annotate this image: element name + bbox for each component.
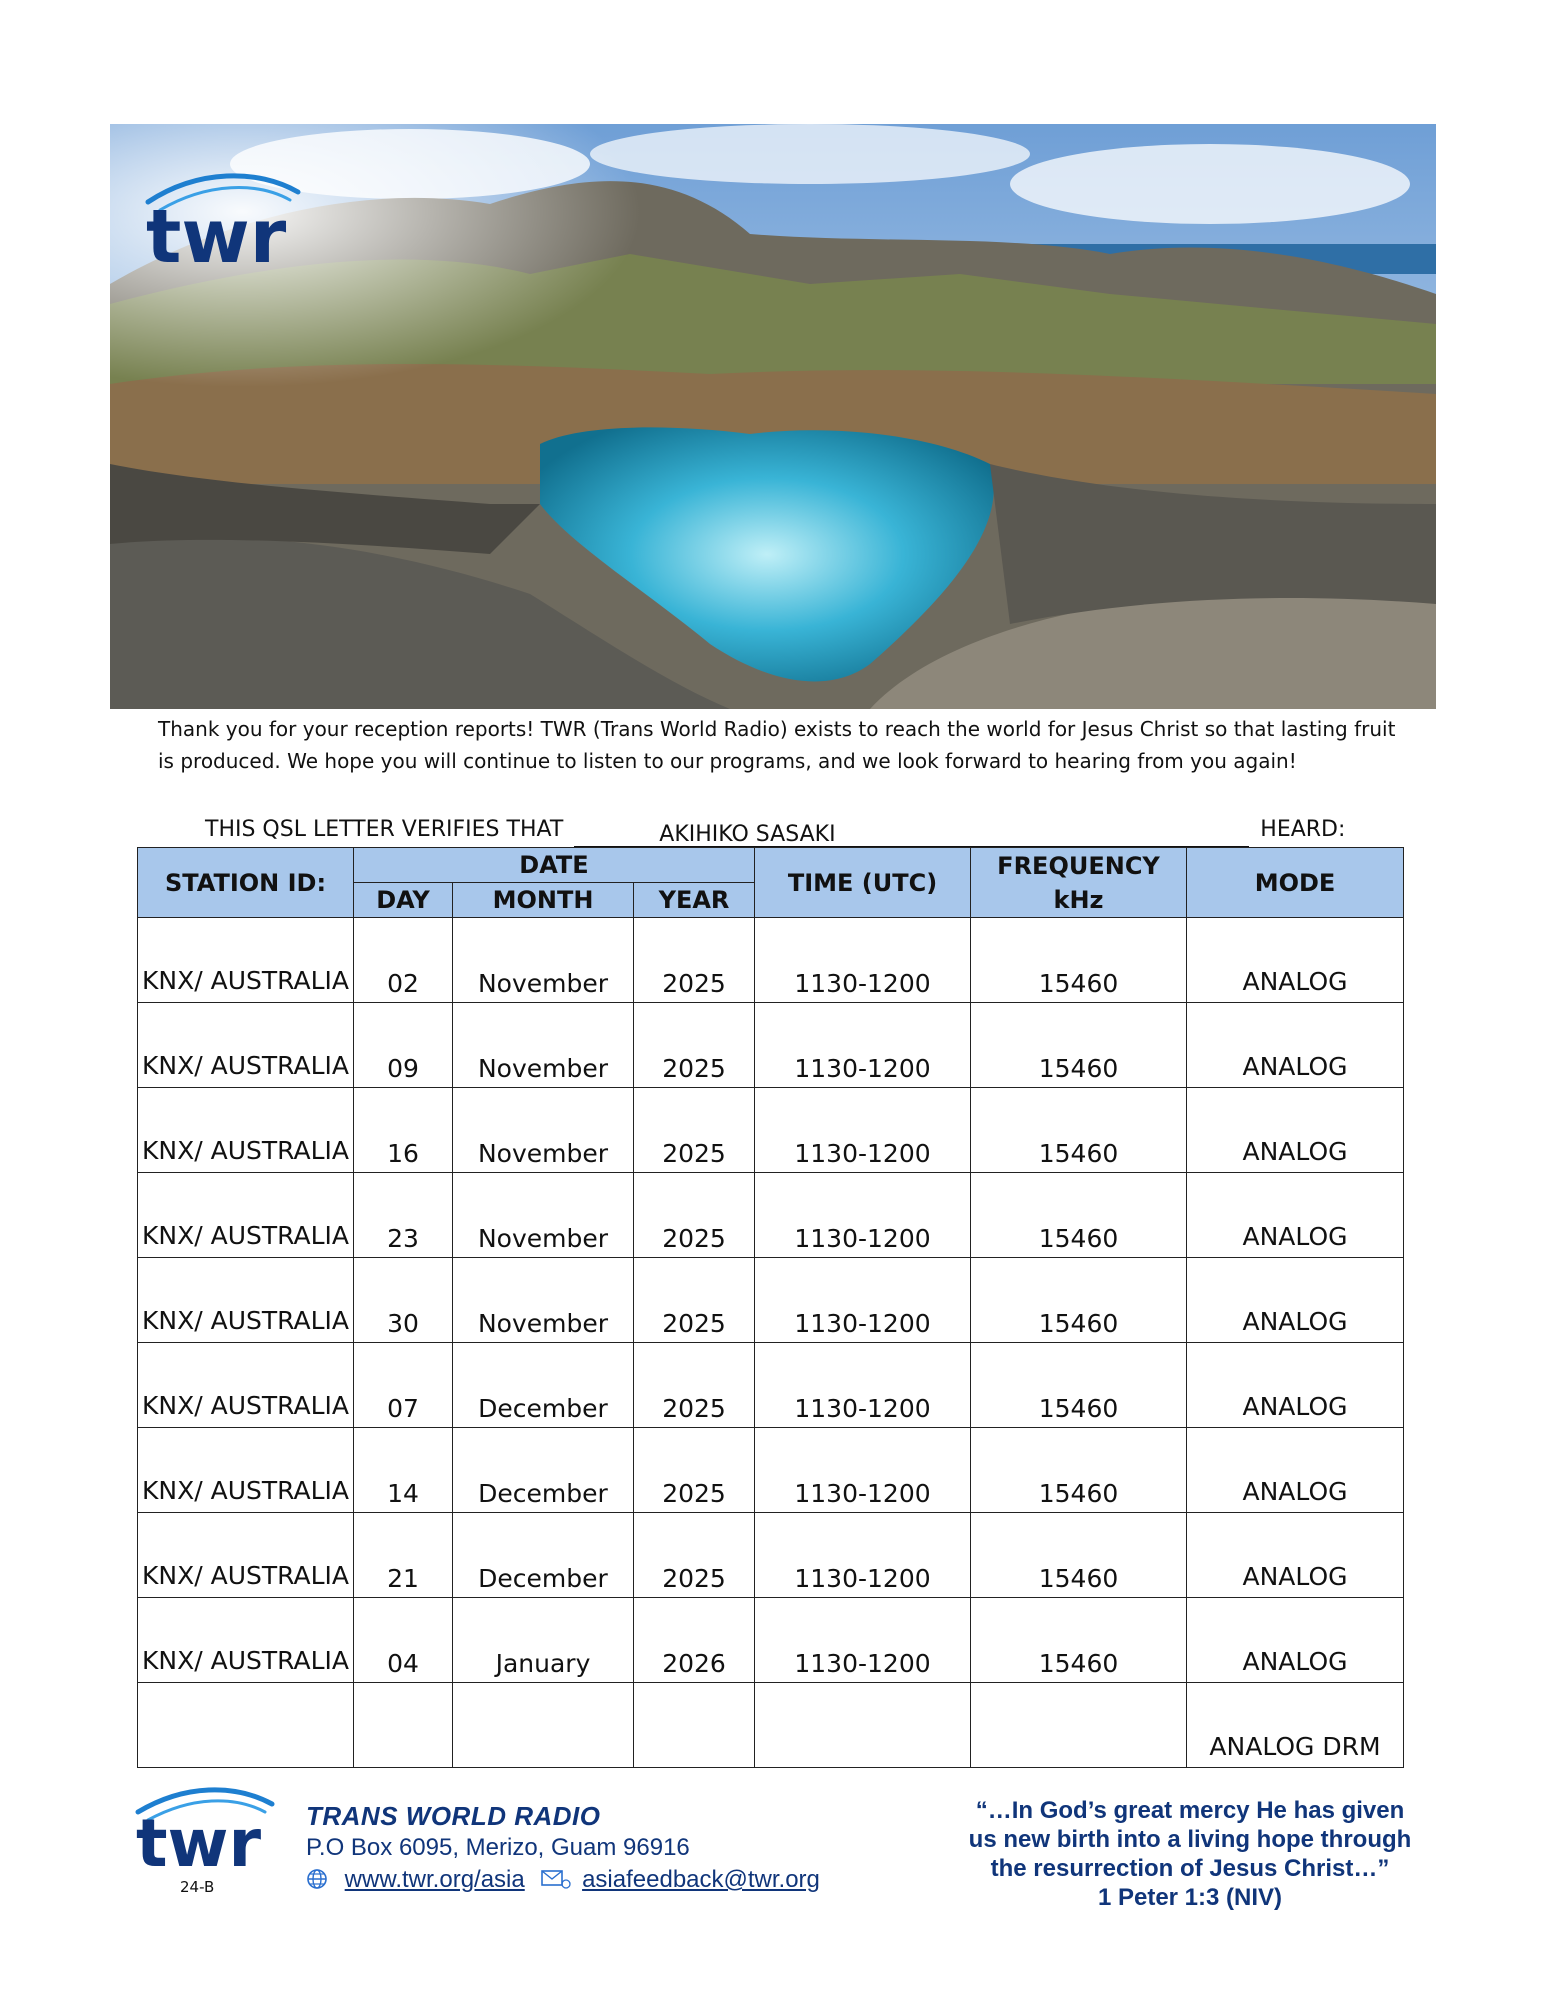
- mode-cell: ANALOG: [1187, 1003, 1404, 1088]
- day-cell: 07: [354, 1343, 453, 1428]
- day-cell: 02: [354, 918, 453, 1003]
- day-cell: 16: [354, 1088, 453, 1173]
- table-row: [138, 1088, 1404, 1173]
- quote-reference: 1 Peter 1:3 (NIV): [1097, 1884, 1283, 1911]
- station-cell: KNX/ AUSTRALIA: [138, 918, 354, 1003]
- day-cell: 14: [354, 1428, 453, 1513]
- day-cell: 30: [354, 1258, 453, 1343]
- station-cell: KNX/ AUSTRALIA: [138, 1088, 354, 1173]
- frequency-cell: [971, 1683, 1187, 1768]
- frequency-cell: 15460: [971, 1598, 1187, 1683]
- header-frequency: FREQUENCY kHz: [971, 848, 1187, 918]
- table-row: [138, 918, 1404, 1003]
- month-cell: November: [453, 1173, 634, 1258]
- frequency-cell: 15460: [971, 1173, 1187, 1258]
- mode-cell: ANALOG: [1187, 1513, 1404, 1598]
- footer-logo-text: twr: [136, 1805, 262, 1872]
- month-cell: [453, 1683, 634, 1768]
- day-cell: 23: [354, 1173, 453, 1258]
- month-cell: December: [453, 1513, 634, 1598]
- form-code: 24-B: [180, 1878, 215, 1896]
- listener-line: [574, 818, 1249, 847]
- year-cell: 2026: [634, 1598, 755, 1683]
- time-cell: 1130-1200: [755, 918, 971, 1003]
- station-cell: KNX/ AUSTRALIA: [138, 1428, 354, 1513]
- day-cell: 21: [354, 1513, 453, 1598]
- hero-photo: [110, 124, 1436, 709]
- frequency-cell: 15460: [971, 1258, 1187, 1343]
- frequency-cell: 15460: [971, 918, 1187, 1003]
- table-row: [138, 1513, 1404, 1598]
- time-cell: [755, 1683, 971, 1768]
- month-cell: January: [453, 1598, 634, 1683]
- table-row: [138, 1258, 1404, 1343]
- year-cell: 2025: [634, 1173, 755, 1258]
- header-date: DATE: [354, 848, 755, 883]
- frequency-cell: 15460: [971, 1003, 1187, 1088]
- table-row: [138, 1683, 1404, 1768]
- time-cell: 1130-1200: [755, 1258, 971, 1343]
- year-cell: 2025: [634, 1258, 755, 1343]
- year-cell: 2025: [634, 1513, 755, 1598]
- station-cell: KNX/ AUSTRALIA: [138, 1598, 354, 1683]
- mode-cell: ANALOG: [1187, 1598, 1404, 1683]
- frequency-cell: 15460: [971, 1513, 1187, 1598]
- frequency-cell: 15460: [971, 1088, 1187, 1173]
- reception-table: [137, 847, 1404, 1768]
- month-cell: December: [453, 1343, 634, 1428]
- time-cell: 1130-1200: [755, 1513, 971, 1598]
- year-cell: 2025: [634, 1343, 755, 1428]
- station-cell: KNX/ AUSTRALIA: [138, 1258, 354, 1343]
- verify-suffix: HEARD:: [1260, 817, 1346, 842]
- organization-info: [306, 1800, 820, 1896]
- mode-cell: ANALOG: [1187, 1428, 1404, 1513]
- intro-text: Thank you for your reception reports! TWR (Trans World Radio) exists to reach the world for Jesus Christ so that lasting fruit is produced. We hope you will continue to listen to our programs, and we look forward to hearing from you again!: [158, 717, 1396, 773]
- header-day: DAY: [354, 883, 453, 918]
- day-cell: 04: [354, 1598, 453, 1683]
- time-cell: 1130-1200: [755, 1598, 971, 1683]
- time-cell: 1130-1200: [755, 1173, 971, 1258]
- mode-cell: ANALOG: [1187, 1343, 1404, 1428]
- year-cell: [634, 1683, 755, 1768]
- time-cell: 1130-1200: [755, 1088, 971, 1173]
- mode-cell: ANALOG: [1187, 918, 1404, 1003]
- year-cell: 2025: [634, 1088, 755, 1173]
- header-year: YEAR: [634, 883, 755, 918]
- website-link[interactable]: www.twr.org/asia: [344, 1866, 525, 1893]
- year-cell: 2025: [634, 1428, 755, 1513]
- org-address: P.O Box 6095, Merizo, Guam 96916: [306, 1834, 690, 1861]
- month-cell: November: [453, 1003, 634, 1088]
- header-month: MONTH: [453, 883, 634, 918]
- table-row: [138, 1598, 1404, 1683]
- table-body: [138, 918, 1404, 1768]
- quote-line: us new birth into a living hope through: [968, 1826, 1412, 1853]
- sea-arch-illustration: [110, 124, 1436, 709]
- org-links: [306, 1864, 820, 1896]
- logo-text: twr: [146, 194, 287, 274]
- day-cell: [354, 1683, 453, 1768]
- station-cell: KNX/ AUSTRALIA: [138, 1173, 354, 1258]
- month-cell: November: [453, 1258, 634, 1343]
- table-row: [138, 1003, 1404, 1088]
- month-cell: November: [453, 1088, 634, 1173]
- time-cell: 1130-1200: [755, 1343, 971, 1428]
- station-cell: KNX/ AUSTRALIA: [138, 1343, 354, 1428]
- verify-prefix: THIS QSL LETTER VERIFIES THAT: [205, 817, 564, 842]
- day-cell: 09: [354, 1003, 453, 1088]
- quote-line: the resurrection of Jesus Christ…”: [990, 1855, 1390, 1882]
- time-cell: 1130-1200: [755, 1428, 971, 1513]
- station-cell: [138, 1683, 354, 1768]
- frequency-cell: 15460: [971, 1428, 1187, 1513]
- table-row: [138, 1343, 1404, 1428]
- table-row: [138, 1173, 1404, 1258]
- year-cell: 2025: [634, 1003, 755, 1088]
- header-station: STATION ID:: [138, 848, 354, 918]
- listener-name: AKIHIKO SASAKI: [659, 822, 836, 847]
- mode-cell: ANALOG: [1187, 1173, 1404, 1258]
- email-icon: [541, 1866, 578, 1893]
- footer-twr-logo: [130, 1782, 280, 1872]
- email-link[interactable]: asiafeedback@twr.org: [582, 1866, 820, 1893]
- month-cell: December: [453, 1428, 634, 1513]
- mode-cell: ANALOG: [1187, 1258, 1404, 1343]
- scripture-quote: [935, 1796, 1445, 1912]
- frequency-cell: 15460: [971, 1343, 1187, 1428]
- table-row: [138, 1428, 1404, 1513]
- mode-cell: ANALOG: [1187, 1088, 1404, 1173]
- verification-line: [205, 813, 1355, 847]
- mode-cell: ANALOG DRM: [1187, 1683, 1404, 1768]
- org-name: TRANS WORLD RADIO: [306, 1801, 601, 1831]
- station-cell: KNX/ AUSTRALIA: [138, 1003, 354, 1088]
- month-cell: November: [453, 918, 634, 1003]
- quote-line: “…In God’s great mercy He has given: [975, 1797, 1405, 1824]
- header-mode: MODE: [1187, 848, 1404, 918]
- twr-logo: [138, 164, 308, 274]
- time-cell: 1130-1200: [755, 1003, 971, 1088]
- header-time: TIME (UTC): [755, 848, 971, 918]
- globe-icon: [306, 1866, 335, 1893]
- year-cell: 2025: [634, 918, 755, 1003]
- station-cell: KNX/ AUSTRALIA: [138, 1513, 354, 1598]
